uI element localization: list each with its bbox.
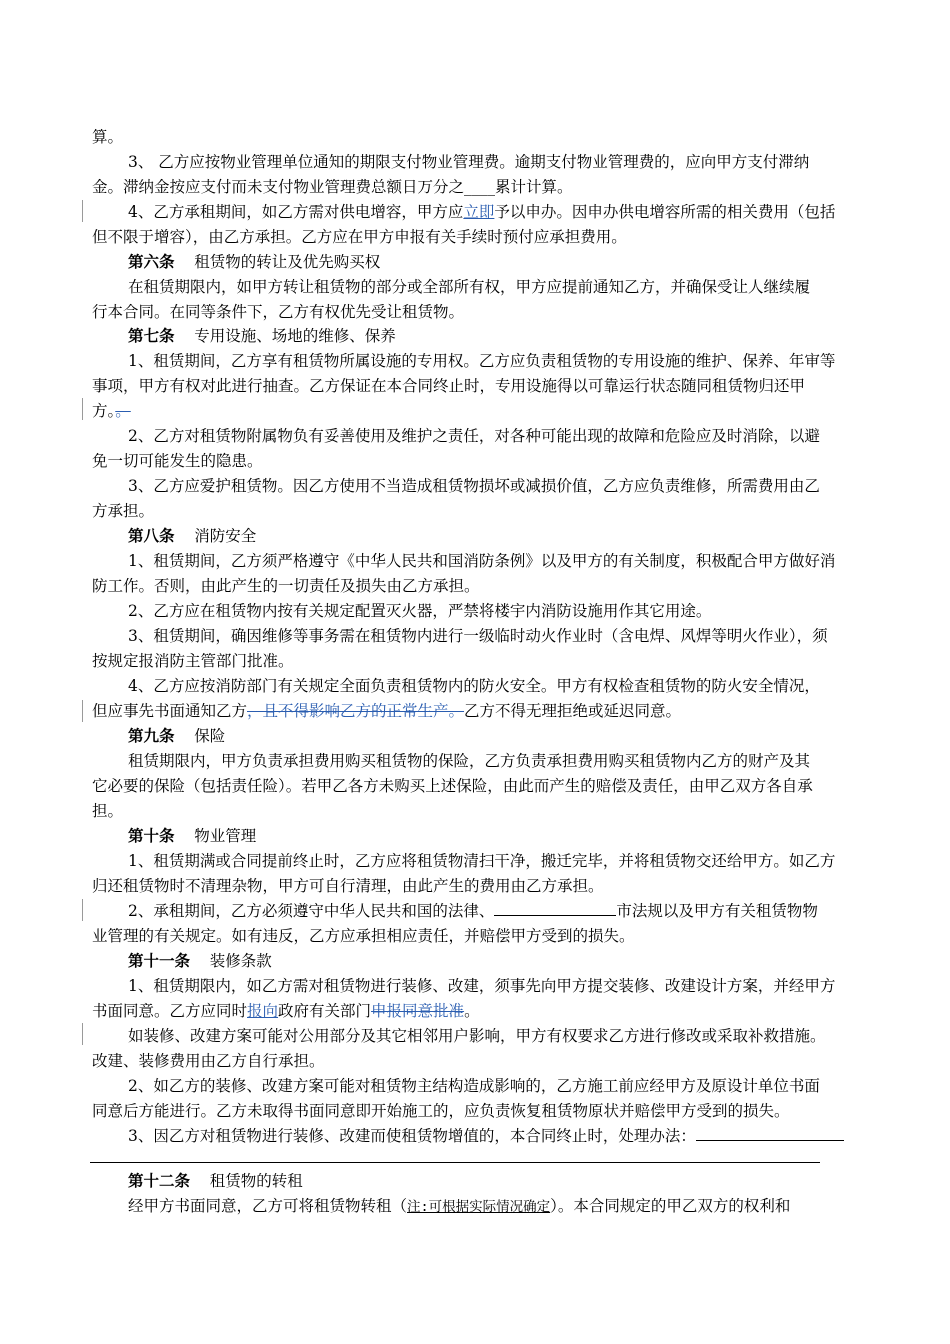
section-heading bbox=[128, 949, 272, 973]
paragraph-line bbox=[92, 399, 131, 423]
text: 4、乙方承租期间，如乙方需对供电增容，甲方应 bbox=[128, 203, 464, 221]
change-bar bbox=[82, 200, 83, 222]
paragraph-line bbox=[128, 1074, 820, 1098]
text: 。 bbox=[464, 1002, 480, 1020]
paragraph-line bbox=[92, 225, 627, 249]
paragraph-line bbox=[92, 874, 604, 898]
text: 予以申办。因申办供电增容所需的相关费用（包括 bbox=[494, 203, 836, 221]
article-title: 租赁物的转让及优先购买权 bbox=[194, 253, 381, 271]
change-bar bbox=[82, 1023, 83, 1045]
paragraph-line bbox=[128, 1194, 790, 1219]
article-number: 第十一条 bbox=[128, 951, 191, 970]
paragraph-line bbox=[92, 574, 480, 598]
horizontal-rule bbox=[90, 1162, 820, 1163]
inserted-text: 立即 bbox=[463, 203, 495, 221]
text: 担。 bbox=[92, 802, 124, 820]
text: 3、 乙方应按物业管理单位通知的期限支付物业管理费。逾期支付物业管理费的，应向甲方支付滞纳 bbox=[128, 153, 810, 171]
text: 它必要的保险（包括责任险）。若甲乙各方未购买上述保险，由此而产生的赔偿及责任，由甲乙双方各自承 bbox=[92, 777, 813, 795]
text: 2、如乙方的装修、改建方案可能对租赁物主结构造成影响的，乙方施工前应经甲方及原设计单位书面 bbox=[128, 1077, 820, 1095]
paragraph-line bbox=[128, 674, 820, 698]
paragraph-line bbox=[92, 125, 123, 149]
paragraph-line bbox=[128, 624, 828, 648]
paragraph-line bbox=[92, 1099, 790, 1123]
article-number: 第九条 bbox=[128, 726, 175, 745]
section-heading bbox=[128, 724, 225, 748]
text: 事项，甲方有权对此进行抽查。乙方保证在本合同终止时，专用设施得以可靠运行状态随同租赁物归还甲 bbox=[92, 377, 806, 395]
text: 行本合同。在同等条件下，乙方有权优先受让租赁物。 bbox=[92, 303, 465, 321]
text: 1、租赁期限内，如乙方需对租赁物进行装修、改建，须事先向甲方提交装修、改建设计方案，并经甲方 bbox=[128, 977, 836, 995]
paragraph-line bbox=[92, 499, 154, 523]
paragraph-line bbox=[128, 275, 810, 299]
paragraph-line bbox=[128, 349, 835, 373]
article-title: 装修条款 bbox=[209, 952, 272, 970]
article-number: 第十二条 bbox=[128, 1171, 191, 1190]
text: 1、租赁期间，乙方享有租赁物所属设施的专用权。乙方应负责租赁物的专用设施的维护、保养、年审等 bbox=[128, 352, 836, 370]
paragraph-line bbox=[92, 699, 681, 723]
article-title: 租赁物的转租 bbox=[209, 1172, 303, 1190]
text: 按规定报消防主管部门批准。 bbox=[92, 652, 294, 670]
inserted-text: 报向 bbox=[247, 1002, 279, 1020]
paragraph-line bbox=[92, 799, 123, 823]
text: 累计计算。 bbox=[495, 178, 573, 196]
text: 但应事先书面通知乙方 bbox=[92, 702, 248, 720]
paragraph-line bbox=[92, 300, 464, 324]
text: 书面同意。乙方应同时 bbox=[92, 1002, 248, 1020]
text: 免一切可能发生的隐患。 bbox=[92, 452, 263, 470]
text: 政府有关部门 bbox=[278, 1002, 372, 1020]
paragraph-line bbox=[92, 924, 635, 948]
article-number: 第七条 bbox=[128, 326, 175, 345]
article-title: 保险 bbox=[194, 727, 226, 745]
paragraph-line bbox=[128, 974, 835, 998]
text: 1、租赁期满或合同提前终止时，乙方应将租赁物清扫干净，搬迁完毕，并将租赁物交还给甲方。如乙方 bbox=[128, 852, 836, 870]
text: 4、乙方应按消防部门有关规定全面负责租赁物内的防火安全。甲方有权检查租赁物的防火安全情况， bbox=[128, 677, 820, 695]
article-title: 专用设施、场地的维修、保养 bbox=[194, 327, 396, 345]
text: 2、乙方应在租赁物内按有关规定配置灭火器，严禁将楼宇内消防设施用作其它用途。 bbox=[128, 602, 712, 620]
text: 同意后方能进行。乙方未取得书面同意即开始施工的，应负责恢复租赁物原状并赔偿甲方受到的损失。 bbox=[92, 1102, 790, 1120]
fill-blank bbox=[494, 899, 616, 916]
paragraph-line bbox=[128, 749, 810, 773]
text: 防工作。否则，由此产生的一切责任及损失由乙方承担。 bbox=[92, 577, 480, 595]
text: 算。 bbox=[92, 128, 124, 146]
text: 3、因乙方对租赁物进行装修、改建而使租赁物增值的，本合同终止时，处理办法： bbox=[128, 1127, 696, 1145]
text: 金。滞纳金按应支付而未支付物业管理费总额日万分之 bbox=[92, 178, 465, 196]
article-title: 消防安全 bbox=[194, 527, 257, 545]
text: 方承担。 bbox=[92, 502, 155, 520]
paragraph-line bbox=[128, 1024, 826, 1048]
section-heading bbox=[128, 1169, 303, 1193]
paragraph-line bbox=[128, 599, 711, 623]
text: 3、乙方应爱护租赁物。因乙方使用不当造成租赁物损坏或减损价值，乙方应负责维修，所需费用由乙 bbox=[128, 477, 820, 495]
deleted-text: 。 bbox=[115, 402, 131, 420]
text: 经甲方书面同意，乙方可将租赁物转租（ bbox=[128, 1197, 408, 1215]
paragraph-line bbox=[92, 999, 480, 1023]
paragraph-line bbox=[92, 774, 813, 798]
article-title: 物业管理 bbox=[194, 827, 257, 845]
change-bar bbox=[82, 398, 83, 420]
section-heading bbox=[128, 824, 256, 848]
text: 1、租赁期间，乙方须严格遵守《中华人民共和国消防条例》以及甲方的有关制度，积极配合甲方做好消 bbox=[128, 552, 836, 570]
text: ）。本合同规定的甲乙双方的权利和 bbox=[550, 1197, 791, 1215]
section-heading bbox=[128, 524, 256, 548]
text: 业管理的有关规定。如有违反，乙方应承担相应责任，并赔偿甲方受到的损失。 bbox=[92, 927, 635, 945]
article-number: 第十条 bbox=[128, 826, 175, 845]
paragraph-line bbox=[128, 150, 809, 174]
paragraph-line bbox=[128, 474, 820, 498]
text: 市法规以及甲方有关租赁物物 bbox=[616, 902, 818, 920]
paragraph-line bbox=[92, 374, 805, 398]
text: 方。 bbox=[92, 402, 116, 420]
text: 在租赁期限内，如甲方转让租赁物的部分或全部所有权，甲方应提前通知乙方，并确保受让人继续履 bbox=[128, 278, 811, 296]
text: 租赁期限内，甲方负责承担费用购买租赁物的保险，乙方负责承担费用购买租赁物内乙方的财产及其 bbox=[128, 752, 811, 770]
text: 2、承租期间，乙方必须遵守中华人民共和国的法律、 bbox=[128, 902, 495, 920]
text: 乙方不得无理拒绝或延迟同意。 bbox=[464, 702, 682, 720]
deleted-text: 申报同意批准 bbox=[371, 1002, 465, 1020]
paragraph-line bbox=[92, 449, 263, 473]
change-bar bbox=[82, 700, 83, 722]
paragraph-line bbox=[92, 649, 294, 673]
text: 归还租赁物时不清理杂物，甲方可自行清理，由此产生的费用由乙方承担。 bbox=[92, 877, 604, 895]
section-heading bbox=[128, 250, 380, 274]
text: 如装修、改建方案可能对公用部分及其它相邻用户影响，甲方有权要求乙方进行修改或采取补救措施。 bbox=[128, 1027, 826, 1045]
article-number: 第六条 bbox=[128, 252, 175, 271]
paragraph-line bbox=[92, 175, 573, 199]
fill-blank bbox=[696, 1124, 844, 1141]
paragraph-line bbox=[128, 549, 835, 573]
deleted-text: ，且不得影响乙方的正常生产。 bbox=[247, 702, 465, 720]
section-heading bbox=[128, 324, 396, 348]
text: 3、租赁期间，确因维修等事务需在租赁物内进行一级临时动火作业时（含电焊、风焊等明火作业），须 bbox=[128, 627, 828, 645]
text: 2、乙方对租赁物附属物负有妥善使用及维护之责任，对各种可能出现的故障和危险应及时消除，以避 bbox=[128, 427, 820, 445]
paragraph-line bbox=[128, 200, 835, 224]
paragraph-line bbox=[92, 1049, 325, 1073]
paragraph-line bbox=[128, 1124, 844, 1148]
change-bar bbox=[82, 899, 83, 921]
paragraph-line bbox=[128, 849, 835, 873]
paragraph-line bbox=[128, 899, 818, 923]
paragraph-line bbox=[128, 424, 820, 448]
article-number: 第八条 bbox=[128, 526, 175, 545]
fill-blank: ____ bbox=[464, 178, 496, 196]
text: 改建、装修费用由乙方自行承担。 bbox=[92, 1052, 325, 1070]
note-text: 注:可根据实际情况确定 bbox=[407, 1199, 551, 1215]
text: 但不限于增容），由乙方承担。乙方应在甲方申报有关手续时预付应承担费用。 bbox=[92, 228, 627, 246]
